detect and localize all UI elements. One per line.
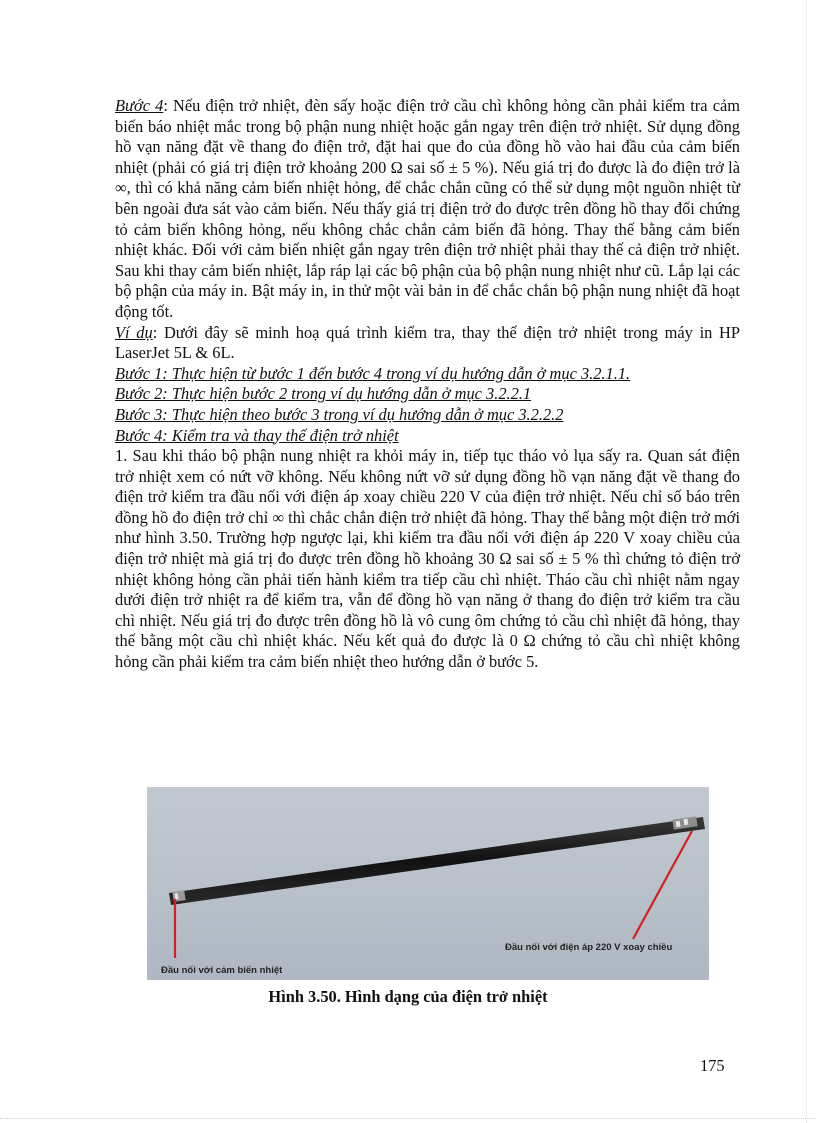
- figure-caption: Hình 3.50. Hình dạng của điện trở nhiệt: [268, 987, 548, 1006]
- heater-photo: [147, 787, 709, 980]
- sub-step-4: Bước 4: Kiểm tra và thay thế điện trở nhiệt: [115, 425, 399, 445]
- right-margin-guide: [806, 0, 807, 1123]
- label-sensor-connector: Đầu nối với cảm biến nhiệt: [161, 965, 283, 976]
- sub-step-2: Bước 2: Thực hiện bước 2 trong ví dụ hướng dẫn ở mục 3.2.2.1: [115, 384, 532, 404]
- footer-divider: [0, 1118, 816, 1119]
- example-label: Ví dụ: [115, 322, 153, 342]
- paragraph-step-4: [115, 96, 740, 323]
- example-text: : Dưới đây sẽ minh hoạ quá trình kiểm tra, thay thế điện trở nhiệt trong máy in HP LaserJet 5L & 6L.: [115, 322, 740, 363]
- step-4-text: : Nếu điện trở nhiệt, đèn sấy hoặc điện trở cầu chì không hỏng cần phải kiểm tra cảm biến báo nhiệt mắc trong bộ phận nung nhiệt hoặc gắn ngay trên điện trở nhiệt. Sử dụng đồng hồ vạn năng đặt về thang đo điện trở, đặt hai que đo của đồng hồ vào hai đầu của cảm biến nhiệt (phải có giá trị điện trở khoảng 200 Ω sai số ± 5 %). Nếu giá trị đo được là đo điện trở là ∞, thì có khả năng cảm biến nhiệt hỏng, để chắc chắn cũng có thể sử dụng một nguồn nhiệt từ bên ngoài đưa sát vào cảm biến. Nếu thấy giá trị điện trở đo được trên đồng hồ thay đổi chứng tỏ cảm biến không hỏng, nếu không chắc chắn cảm biến đã hỏng. Thay thế bằng cảm biến nhiệt khác. Đối với cảm biến nhiệt gắn ngay trên điện trở nhiệt phải thay thế cả điện trở nhiệt. Sau khi thay cảm biến nhiệt, lắp ráp lại các bộ phận của bộ phận nung nhiệt như cũ. Lắp lại các bộ phận của máy in. Bật máy in, in thử một vài bản in để chắc chắn bộ phận nung nhiệt đã hoạt động tốt.: [115, 96, 740, 321]
- paragraph-example: [115, 323, 740, 364]
- paragraph-check-heater: 1. Sau khi tháo bộ phận nung nhiệt ra khỏi máy in, tiếp tục tháo vỏ lụa sấy ra. Quan sát điện trở nhiệt xem có nứt vỡ không. Nếu không nứt vỡ sử dụng đồng hồ vạn năng đặt về thang đo điện trở kiểm tra đầu nối với điện áp xoay chiều 220 V của điện trở nhiệt. Nếu chỉ số báo trên đồng hồ đo điện trở chỉ ∞ thì chắc chắn điện trở nhiệt đã hỏng. Thay thế bằng một điện trở mới như hình 3.50. Trường hợp ngược lại, khi kiểm tra đầu nối với điện áp 220 V xoay chiều của điện trở nhiệt mà giá trị đo được trên đồng hồ khoảng 30 Ω sai số ± 5 % thì chứng tỏ điện trở nhiệt không hỏng cần phải tiến hành kiểm tra tiếp cầu chì nhiệt. Tháo cầu chì nhiệt nằm ngay dưới điện trở nhiệt ra để kiểm tra, vẫn để đồng hồ vạn năng ở thang đo điện trở kiểm tra cầu chì nhiệt. Nếu giá trị đo được trên đồng hồ là vô cung ôm chứng tỏ cầu chì nhiệt đã hỏng, thay thế bằng một cầu chì nhiệt khác. Nếu kết quả đo được là 0 Ω chứng tỏ cầu chì nhiệt không hỏng cần phải kiểm tra cảm biến nhiệt theo hướng dẫn ở bước 5.: [115, 446, 740, 672]
- heater-strip: [169, 817, 705, 905]
- sub-step-1: Bước 1: Thực hiện từ bước 1 đến bước 4 trong ví dụ hướng dẫn ở mục 3.2.1.1.: [115, 363, 631, 383]
- sub-step-3: Bước 3: Thực hiện theo bước 3 trong ví dụ hướng dẫn ở mục 3.2.2.2: [115, 404, 564, 424]
- page-number: 175: [700, 1056, 725, 1075]
- pointer-right: [633, 831, 692, 939]
- body-text: [115, 96, 740, 673]
- label-ac-connector: Đầu nối với điện áp 220 V xoay chiều: [505, 942, 673, 953]
- step-4-label: Bước 4: [115, 96, 164, 115]
